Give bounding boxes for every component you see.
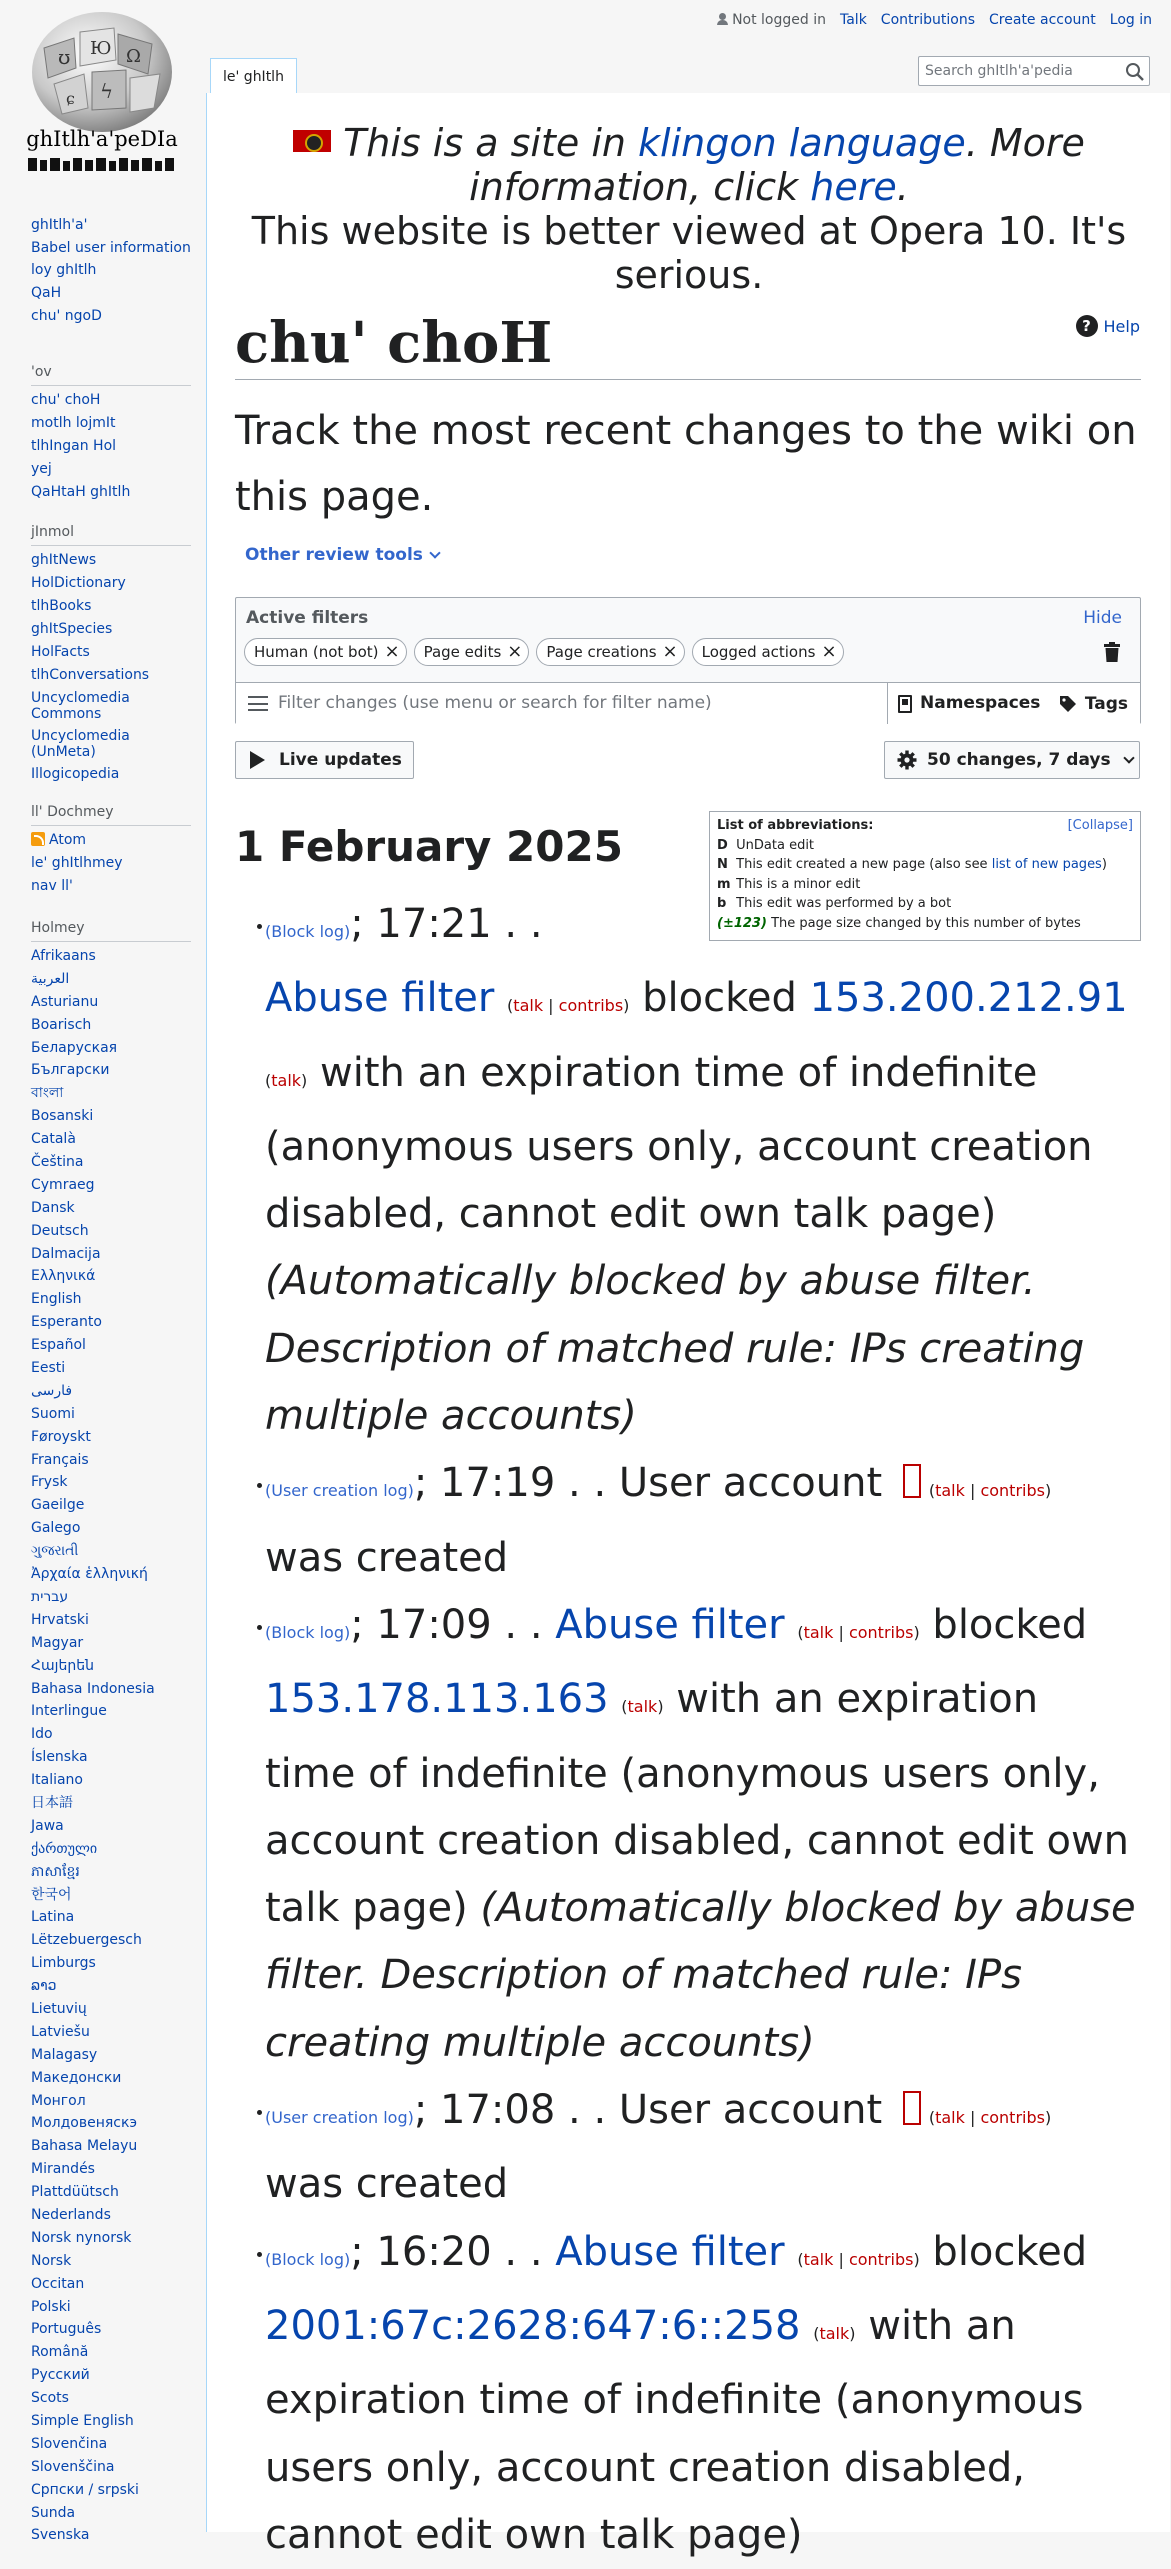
hide-filters-button[interactable]: Hide <box>1083 608 1122 628</box>
sidebar-main-nav <box>31 217 191 331</box>
notice-text-1: This is a site in <box>343 121 639 165</box>
missing-glyph-icon[interactable] <box>903 1464 921 1498</box>
change-verb: blocked <box>932 1601 1088 1648</box>
search-input[interactable] <box>919 57 1119 85</box>
filter-chip-label: Logged actions <box>701 643 816 661</box>
language-link[interactable]: Čeština <box>31 1154 84 1171</box>
language-link[interactable]: Íslenska <box>31 1749 88 1766</box>
menu-icon[interactable] <box>248 696 268 711</box>
sidebar-item-project[interactable]: HolFacts <box>31 644 90 660</box>
language-link[interactable]: Norsk <box>31 2252 72 2269</box>
language-link[interactable]: Boarisch <box>31 1016 92 1033</box>
create-account-link[interactable]: Create account <box>989 12 1096 28</box>
sidebar <box>0 0 206 2544</box>
user-talk-link[interactable]: talk <box>513 996 544 1016</box>
language-link[interactable]: Bahasa Indonesia <box>31 1680 155 1697</box>
language-link[interactable]: 한국어 <box>31 1886 72 1903</box>
language-link[interactable]: English <box>31 1291 82 1308</box>
filters-panel <box>235 597 1141 724</box>
user-link[interactable]: Abuse filter <box>265 975 495 1022</box>
language-link[interactable]: Slovenčina <box>31 2435 108 2452</box>
list-item: (User creation log); 17:19 . . User account (talk | contribs) was created <box>265 1450 1141 1592</box>
filter-search <box>236 683 888 724</box>
change-body: with an expiration time of indefinite (anonymous users only, account creation disabled, cannot edit own talk page) <box>265 1676 1130 1932</box>
legend-key: b <box>717 896 727 911</box>
legend-title: List of abbreviations: <box>717 818 874 833</box>
sidebar-item-project[interactable]: ghItNews <box>31 552 97 568</box>
site-notice <box>207 121 1171 297</box>
logo-glyph-3: Ω <box>126 46 141 67</box>
language-link[interactable]: עברית <box>31 1588 69 1605</box>
user-creation-log-link[interactable]: (User creation log) <box>265 2108 414 2128</box>
puzzle-globe-icon <box>14 8 190 178</box>
language-link[interactable]: Български <box>31 1062 110 1079</box>
chevron-down-icon <box>429 547 440 558</box>
contributions-link[interactable]: Contributions <box>880 12 976 28</box>
legend-key: m <box>717 876 731 892</box>
filter-row <box>236 682 1140 724</box>
changes-list <box>265 891 1141 2569</box>
logo-glyph-4: ϟ <box>100 79 114 103</box>
klingon-language-link[interactable]: klingon language <box>638 121 966 165</box>
notice-text-3: . <box>896 165 909 209</box>
sidebar-item-yej[interactable]: yej <box>31 461 52 477</box>
language-link[interactable]: العربية <box>31 970 70 987</box>
page-intro: Track the most recent changes to the wiki on this page. <box>235 408 1137 520</box>
language-link[interactable]: Nederlands <box>31 2206 111 2223</box>
language-link[interactable]: Interlingue <box>31 1703 107 1720</box>
language-link[interactable]: Bahasa Melayu <box>31 2138 138 2155</box>
change-reason: (Automatically blocked by abuse filter. Description of matched rule: IPs creating multiple accounts) <box>265 1885 1136 2066</box>
logo-wordmark: ghItlh'a'peDIa <box>26 127 178 151</box>
language-link[interactable]: Беларуская <box>31 1039 118 1056</box>
legend-key: D <box>717 837 728 853</box>
language-link[interactable]: ქართული <box>31 1840 98 1857</box>
language-link[interactable]: Lëtzebuergesch <box>31 1932 142 1949</box>
gear-icon <box>897 750 917 770</box>
language-link[interactable]: Português <box>31 2321 102 2338</box>
sidebar-section-jinmol <box>31 524 191 789</box>
user-contribs-link[interactable]: contribs <box>980 1481 1045 1501</box>
filter-chips <box>244 638 844 666</box>
language-link[interactable]: Bosanski <box>31 1108 94 1125</box>
legend-collapse-button[interactable]: [Collapse] <box>1067 818 1133 833</box>
list-item: (User creation log); 17:08 . . User account (talk | contribs) was created <box>265 2077 1141 2219</box>
language-link[interactable]: فارسی <box>31 1382 73 1399</box>
user-link[interactable]: Abuse filter <box>555 2228 785 2275</box>
language-link[interactable]: Norsk nynorsk <box>31 2229 132 2246</box>
change-time: ; 17:08 . . User account <box>413 2087 895 2134</box>
language-link[interactable]: Jawa <box>31 1817 64 1834</box>
language-link[interactable]: Молдовеняскэ <box>31 2115 138 2132</box>
user-contribs-link[interactable]: contribs <box>848 1622 914 1642</box>
language-link[interactable]: Cymraeg <box>31 1176 95 1193</box>
list-item: (Block log); 17:09 . . Abuse filter (talk | contribs) blocked 153.178.113.163 (talk) with an expiration time of indefinite (anonymous users only, account creation disabled, cannot edit own talk page) (Automatically blocked by abuse filter. Description of matched rule: IPs creating multiple accounts) <box>265 1592 1141 2077</box>
filter-chip[interactable] <box>692 638 844 666</box>
user-contribs-link[interactable]: contribs <box>848 2249 914 2269</box>
language-link[interactable]: Монгол <box>31 2092 86 2109</box>
user-talk-link[interactable]: talk <box>935 1481 965 1501</box>
help-label: Help <box>1103 316 1140 336</box>
filter-chip[interactable] <box>244 638 407 666</box>
language-link[interactable]: Esperanto <box>31 1314 102 1331</box>
change-time: ; 16:20 . . <box>350 2228 556 2275</box>
language-link[interactable]: Frysk <box>31 1474 68 1491</box>
language-link[interactable]: Limburgs <box>31 1955 96 1972</box>
remove-filter-icon[interactable]: × <box>821 641 837 662</box>
sidebar-item-recent-changes[interactable]: chu' choH <box>31 392 101 408</box>
live-updates-button[interactable] <box>235 741 414 779</box>
language-list <box>31 948 191 2544</box>
sidebar-item-tool[interactable]: nav ll' <box>31 878 73 894</box>
language-link[interactable]: বাংলা <box>31 1085 64 1102</box>
legend-text: This edit was performed by a bot <box>736 896 952 911</box>
filter-chip-label: Page edits <box>423 643 502 661</box>
user-contribs-link[interactable]: contribs <box>980 2108 1045 2128</box>
change-body: was created <box>265 2161 509 2208</box>
language-link[interactable]: Polski <box>31 2298 71 2315</box>
list-item: (Block log); 16:20 . . Abuse filter (talk | contribs) blocked 2001:67c:2628:647:6::258 (talk) with an expiration time of indefinite (anonymous users only, account creation disabled, cannot edit own talk page) <box>265 2219 1141 2569</box>
language-link[interactable]: Հայերեն <box>31 1657 94 1674</box>
language-link[interactable]: Mirandés <box>31 2161 95 2178</box>
change-reason: (Automatically blocked by abuse filter. Description of matched rule: IPs creating multiple accounts) <box>265 1258 1085 1440</box>
change-time: ; 17:09 . . <box>350 1601 556 1648</box>
change-time: ; 17:21 . . <box>350 901 543 947</box>
sidebar-item-project[interactable]: tlhConversations <box>31 667 150 683</box>
ip-link[interactable]: 153.178.113.163 <box>265 1676 609 1723</box>
live-updates-label: Live updates <box>279 750 402 770</box>
more-info-link[interactable]: here <box>810 165 897 209</box>
sidebar-item-loy[interactable]: loy ghItlh <box>31 262 97 278</box>
user-icon <box>717 13 728 25</box>
legend-row <box>717 855 1133 875</box>
language-link[interactable]: Русский <box>31 2367 90 2384</box>
language-link[interactable]: Italiano <box>31 1772 83 1789</box>
legend-row <box>717 836 1133 856</box>
legend-key: N <box>717 857 728 872</box>
language-link[interactable]: Latina <box>31 1909 75 1926</box>
sidebar-section-ov <box>31 364 191 507</box>
sidebar-heading-languages: Holmey <box>31 920 191 942</box>
user-link[interactable]: Abuse filter <box>555 1601 785 1648</box>
sidebar-item-project[interactable]: HolDictionary <box>31 575 126 591</box>
language-link[interactable]: Lietuvių <box>31 2000 87 2017</box>
user-nav <box>717 12 1152 28</box>
sidebar-item-project[interactable]: Illogicopedia <box>31 766 120 782</box>
change-body: with an expiration time of indefinite (anonymous users only, account creation disabled, cannot edit own talk page) <box>265 1049 1093 1238</box>
change-verb: blocked <box>642 975 797 1022</box>
klingon-script-icon <box>28 158 174 171</box>
sidebar-item-main-page[interactable]: ghItlh'a' <box>31 217 88 233</box>
language-link[interactable]: Français <box>31 1451 89 1468</box>
rss-icon <box>31 832 45 846</box>
ip-link[interactable]: 2001:67c:2628:647:6::258 <box>265 2302 801 2349</box>
remove-filter-icon[interactable]: × <box>662 641 678 662</box>
remove-filter-icon[interactable]: × <box>507 641 523 662</box>
user-talk-link[interactable]: talk <box>803 2249 834 2269</box>
legend-size-key: (±123) <box>717 915 767 931</box>
language-link[interactable]: Slovenščina <box>31 2458 115 2475</box>
user-creation-log-link[interactable]: (User creation log) <box>265 1481 414 1501</box>
talk-link[interactable]: Talk <box>839 12 867 28</box>
tags-button[interactable] <box>1059 683 1128 724</box>
help-icon: ? <box>1076 315 1098 337</box>
changes-summary-label: 50 changes, 7 days <box>927 750 1111 770</box>
language-link[interactable]: Српски / srpski <box>31 2481 139 2498</box>
language-link[interactable]: Asturianu <box>31 993 99 1010</box>
sidebar-item-project[interactable]: Uncyclomedia Commons <box>31 690 130 722</box>
list-item: (Block log); 17:21 . . Abuse filter (talk | contribs) blocked 153.200.212.91 (talk) with an expiration time of indefinite (anonymous users only, account creation disabled, cannot edit own talk page) (Automatically blocked by abuse filter. Description of matched rule: IPs creating multiple accounts) <box>265 891 1141 1450</box>
tags-label: Tags <box>1084 693 1128 714</box>
legend-text: UnData edit <box>736 837 815 853</box>
language-link[interactable]: Scots <box>31 2390 69 2407</box>
block-log-link[interactable]: (Block log) <box>265 2249 351 2269</box>
site-logo[interactable] <box>14 8 190 178</box>
change-body: was created <box>265 1534 509 1581</box>
language-link[interactable]: Magyar <box>31 1634 84 1651</box>
play-icon <box>250 751 265 769</box>
missing-glyph-icon[interactable] <box>903 2091 921 2125</box>
sidebar-item-tlhingan[interactable]: tlhIngan Hol <box>31 438 117 454</box>
language-link[interactable]: Deutsch <box>31 1222 89 1239</box>
chevron-down-icon <box>1123 752 1134 763</box>
sidebar-item-babel[interactable]: Babel user information <box>31 240 191 256</box>
namespaces-label: Namespaces <box>920 693 1041 713</box>
log-in-link[interactable]: Log in <box>1109 12 1152 28</box>
language-link[interactable]: Ido <box>31 1726 53 1743</box>
user-contribs-link[interactable]: contribs <box>558 996 624 1016</box>
sidebar-item-project[interactable]: Uncyclomedia (UnMeta) <box>31 728 130 760</box>
other-review-tools-toggle[interactable] <box>245 545 439 565</box>
namespace-icon <box>898 695 912 713</box>
remove-filter-icon[interactable]: × <box>384 641 400 662</box>
language-link[interactable]: Suomi <box>31 1405 75 1422</box>
change-body: with an expiration time of indefinite (anonymous users only, account creation disabled, cannot edit own talk page) <box>265 2302 1084 2558</box>
logo-glyph-5: ɕ <box>66 89 75 108</box>
review-tools-label: Other review tools <box>245 545 423 565</box>
sidebar-item-random[interactable]: chu' ngoD <box>31 308 102 324</box>
language-link[interactable]: Simple English <box>31 2413 134 2429</box>
language-link[interactable]: Dansk <box>31 1199 75 1216</box>
language-link[interactable]: Català <box>31 1131 76 1148</box>
filter-input[interactable] <box>278 683 878 723</box>
legend-text: This is a minor edit <box>736 876 861 892</box>
legend-text: This edit created a new page (also see <box>736 857 992 872</box>
date-heading: 1 February 2025 <box>235 822 623 871</box>
logo-glyph-1: ʊ <box>58 45 71 69</box>
language-link[interactable]: 日本語 <box>31 1794 73 1811</box>
sidebar-atom-label: Atom <box>49 832 87 848</box>
language-link[interactable]: ភាសាខ្មែរ <box>31 1863 80 1880</box>
language-link[interactable]: Occitan <box>31 2275 85 2292</box>
not-logged-in-label: Not logged in <box>732 12 826 28</box>
page-title: chu' choH <box>235 311 1141 380</box>
sidebar-item-qahtah[interactable]: QaHtaH ghItlh <box>31 484 131 500</box>
block-log-link[interactable]: (Block log) <box>265 1622 351 1642</box>
klingon-flag-icon <box>293 130 331 152</box>
language-link[interactable]: Español <box>31 1337 86 1354</box>
language-link[interactable]: Dalmacija <box>31 1245 101 1262</box>
sidebar-heading-jinmol: jInmol <box>31 524 191 546</box>
search-icon[interactable] <box>1125 62 1145 82</box>
language-link[interactable]: Eesti <box>31 1360 66 1377</box>
notice-text-2: . More information, click <box>469 121 1085 209</box>
user-talk-link[interactable]: talk <box>803 1622 834 1642</box>
logo-glyph-2: Ю <box>90 38 112 59</box>
filter-chip[interactable] <box>536 638 684 666</box>
language-link[interactable]: Afrikaans <box>31 948 96 964</box>
ip-talk-link[interactable]: talk <box>819 2323 850 2343</box>
filter-chip[interactable] <box>414 638 530 666</box>
language-link[interactable]: Galego <box>31 1520 81 1537</box>
change-time: ; 17:19 . . User account <box>413 1460 895 1507</box>
language-link[interactable]: Gaeilge <box>31 1497 85 1514</box>
not-logged-in <box>717 12 826 28</box>
language-link[interactable]: Македонски <box>31 2069 122 2086</box>
main-content <box>206 93 1170 2558</box>
language-link[interactable]: Svenska <box>31 2527 90 2544</box>
language-link[interactable]: Malagasy <box>31 2046 98 2063</box>
namespaces-button[interactable] <box>898 683 1040 724</box>
language-link[interactable]: Ελληνικά <box>31 1268 96 1285</box>
sidebar-heading-dochmey: ll' Dochmey <box>31 804 191 826</box>
language-link[interactable]: Ἀρχαία ἑλληνική <box>31 1566 148 1583</box>
search-box <box>918 56 1150 86</box>
change-verb: blocked <box>932 2228 1088 2275</box>
ip-talk-link[interactable]: talk <box>271 1070 302 1090</box>
language-link[interactable]: Hrvatski <box>31 1611 89 1628</box>
active-filters-heading: Active filters <box>246 608 369 628</box>
legend-text: ) <box>1101 857 1107 872</box>
sidebar-section-languages <box>31 920 191 2550</box>
tab-special-page[interactable]: le' ghItlh <box>210 58 297 94</box>
language-link[interactable]: Română <box>31 2344 89 2361</box>
ip-link[interactable]: 153.200.212.91 <box>809 975 1128 1022</box>
sidebar-item-project[interactable]: ghItSpecies <box>31 621 113 637</box>
filter-chip-label: Page creations <box>546 643 657 661</box>
results-options-button[interactable] <box>884 741 1140 779</box>
tab-bar <box>206 52 1170 94</box>
language-link[interactable]: Føroyskt <box>31 1428 91 1445</box>
sidebar-item-project[interactable]: tlhBooks <box>31 598 92 614</box>
ip-talk-link[interactable]: talk <box>627 1697 658 1717</box>
block-log-link[interactable]: (Block log) <box>265 922 351 941</box>
user-talk-link[interactable]: talk <box>935 2108 965 2128</box>
language-link[interactable]: ລາວ <box>31 1978 57 1995</box>
sidebar-item-atom[interactable] <box>31 832 191 849</box>
language-link[interactable]: Sunda <box>31 2504 76 2521</box>
language-link[interactable]: Plattdüütsch <box>31 2184 119 2201</box>
tag-icon <box>1059 695 1077 713</box>
sidebar-item-tool[interactable]: le' ghItlhmey <box>31 855 123 871</box>
filter-chip-label: Human (not bot) <box>254 643 379 661</box>
notice-opera: This website is better viewed at Opera 10. It's serious. <box>251 209 1127 297</box>
sidebar-heading-ov: 'ov <box>31 364 191 386</box>
legend-text: The page size changed by this number of bytes <box>771 915 1081 931</box>
language-link[interactable]: Latviešu <box>31 2023 90 2040</box>
sidebar-item-motlh[interactable]: motlh lojmIt <box>31 415 116 431</box>
sidebar-section-dochmey <box>31 804 191 901</box>
sidebar-item-qah[interactable]: QaH <box>31 285 62 301</box>
trash-icon[interactable] <box>1104 642 1120 662</box>
language-link[interactable]: ગુજરાતી <box>31 1543 79 1560</box>
new-pages-link[interactable]: list of new pages <box>991 857 1102 872</box>
